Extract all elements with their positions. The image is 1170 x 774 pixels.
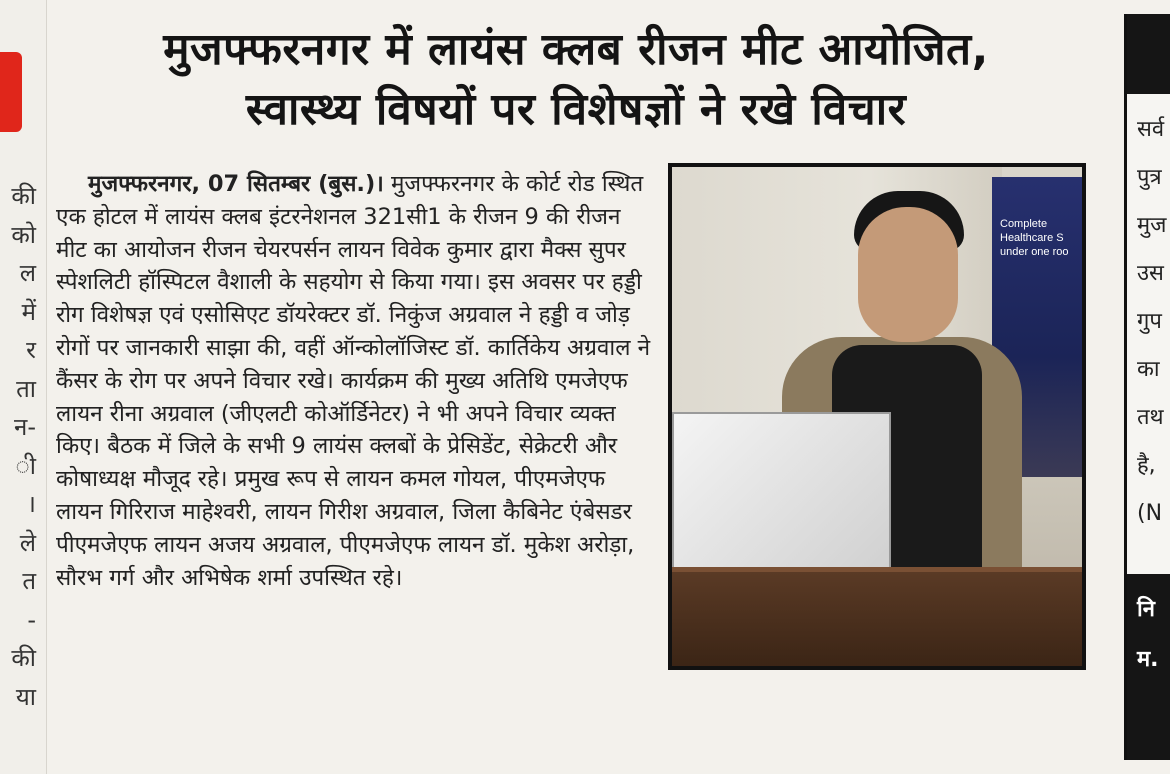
speaker-photo [668, 163, 1086, 670]
left-text-fragment: त [22, 567, 36, 595]
laptop [672, 412, 891, 586]
article-body [56, 168, 1086, 676]
speaker-figure [858, 207, 958, 342]
left-text-fragment: ल [19, 259, 36, 287]
dark-footer-block [1127, 574, 1170, 760]
right-text-fragment: पुत्र [1137, 165, 1162, 190]
left-text-fragment: ले [19, 528, 36, 557]
left-text-fragment: ता [16, 374, 36, 403]
right-text-fragment: गुप [1137, 309, 1162, 334]
right-text-fragment: उस [1137, 261, 1164, 286]
right-text-fragment: (N [1137, 501, 1163, 526]
banner-text: Complete Healthcare S under one roo [1000, 218, 1069, 258]
left-text-fragment: को [11, 220, 36, 249]
article-text: मुजफ्फरनगर के कोर्ट रोड स्थित एक होटल में लायंस क्लब इंटरनेशनल 321सी1 के रीजन 9 की रीजन मीट का आयोजन रीजन चेयरपर्सन लायन विवेक कुमार द्वारा मैक्स सुपर स्पेशलिटी हॉस्पिटल वैशाली के सहयोग से किया गया। इस अवसर पर हड्डी रोग विशेषज्ञ एवं एसोसिएट डॉयरेक्टर डॉ. निकुंज अग्रवाल ने हड्डी व जोड़ रोगों पर जानकारी साझा की, वहीं ऑन्कोलॉजिस्ट डॉ. कार्तिकेय अग्रवाल ने कैंसर के रोग पर अपने विचार रखे। कार्यक्रम की मुख्य अतिथि एमजेएफ लायन रीना अग्रवाल (जीएलटी कोऑर्डिनेटर) ने भी अपने विचार व्यक्त किए। बैठक में जिले के सभी 9 लायंस क्लबों के प्रेसिडेंट, सेक्रेटरी और कोषाध्यक्ष मौजूद रहे। प्रमुख रूप से लायन कमल गोयल, पीएमजेएफ लायन गिरिराज माहेश्वरी, लायन गिरीश अग्रवाल, जिला कैबिनेट एंबेसडर पीएमजेएफ लायन अजय अग्रवाल, पीएमजेएफ लायन डॉ. मुकेश अरोड़ा, सौरभ गर्ग और अभिषेक शर्मा उपस्थित रहे। [56, 171, 651, 591]
left-text-fragment: । [26, 490, 36, 518]
headline-line-1: मुजफ्फरनगर में लायंस क्लब रीजन मीट आयोजित, [163, 24, 989, 75]
right-text-fragment: तथ [1137, 405, 1164, 430]
right-text-fragment: मुज [1137, 213, 1167, 238]
left-text-fragment: की [11, 644, 36, 672]
headline-line-2: स्वास्थ्य विषयों पर विशेषज्ञों ने रखे विचार [245, 84, 907, 135]
left-text-fragment: ी [15, 451, 36, 480]
dateline: मुजफ्फरनगर, 07 सितम्बर (बुस.)। [88, 171, 384, 197]
podium [672, 572, 1082, 666]
left-column-fragment [0, 0, 47, 774]
left-text-fragment: की [11, 182, 36, 210]
left-text-fragment: या [15, 682, 36, 711]
left-text-fragment: - [27, 605, 36, 634]
headline [56, 20, 1096, 140]
left-text-fragment: न- [14, 413, 36, 441]
right-footer-fragment: नि [1137, 597, 1155, 622]
right-text-fragment: सर्व [1137, 117, 1165, 142]
red-heading-fragment [0, 52, 22, 132]
right-text-fragment: का [1137, 357, 1160, 382]
right-text-fragment: है, [1137, 453, 1156, 478]
left-text-fragment: र [26, 336, 36, 364]
right-footer-fragment: म. [1137, 647, 1159, 672]
left-text-fragment: में [21, 297, 36, 326]
right-column-fragment [1124, 14, 1170, 760]
dark-heading-block [1127, 14, 1170, 94]
